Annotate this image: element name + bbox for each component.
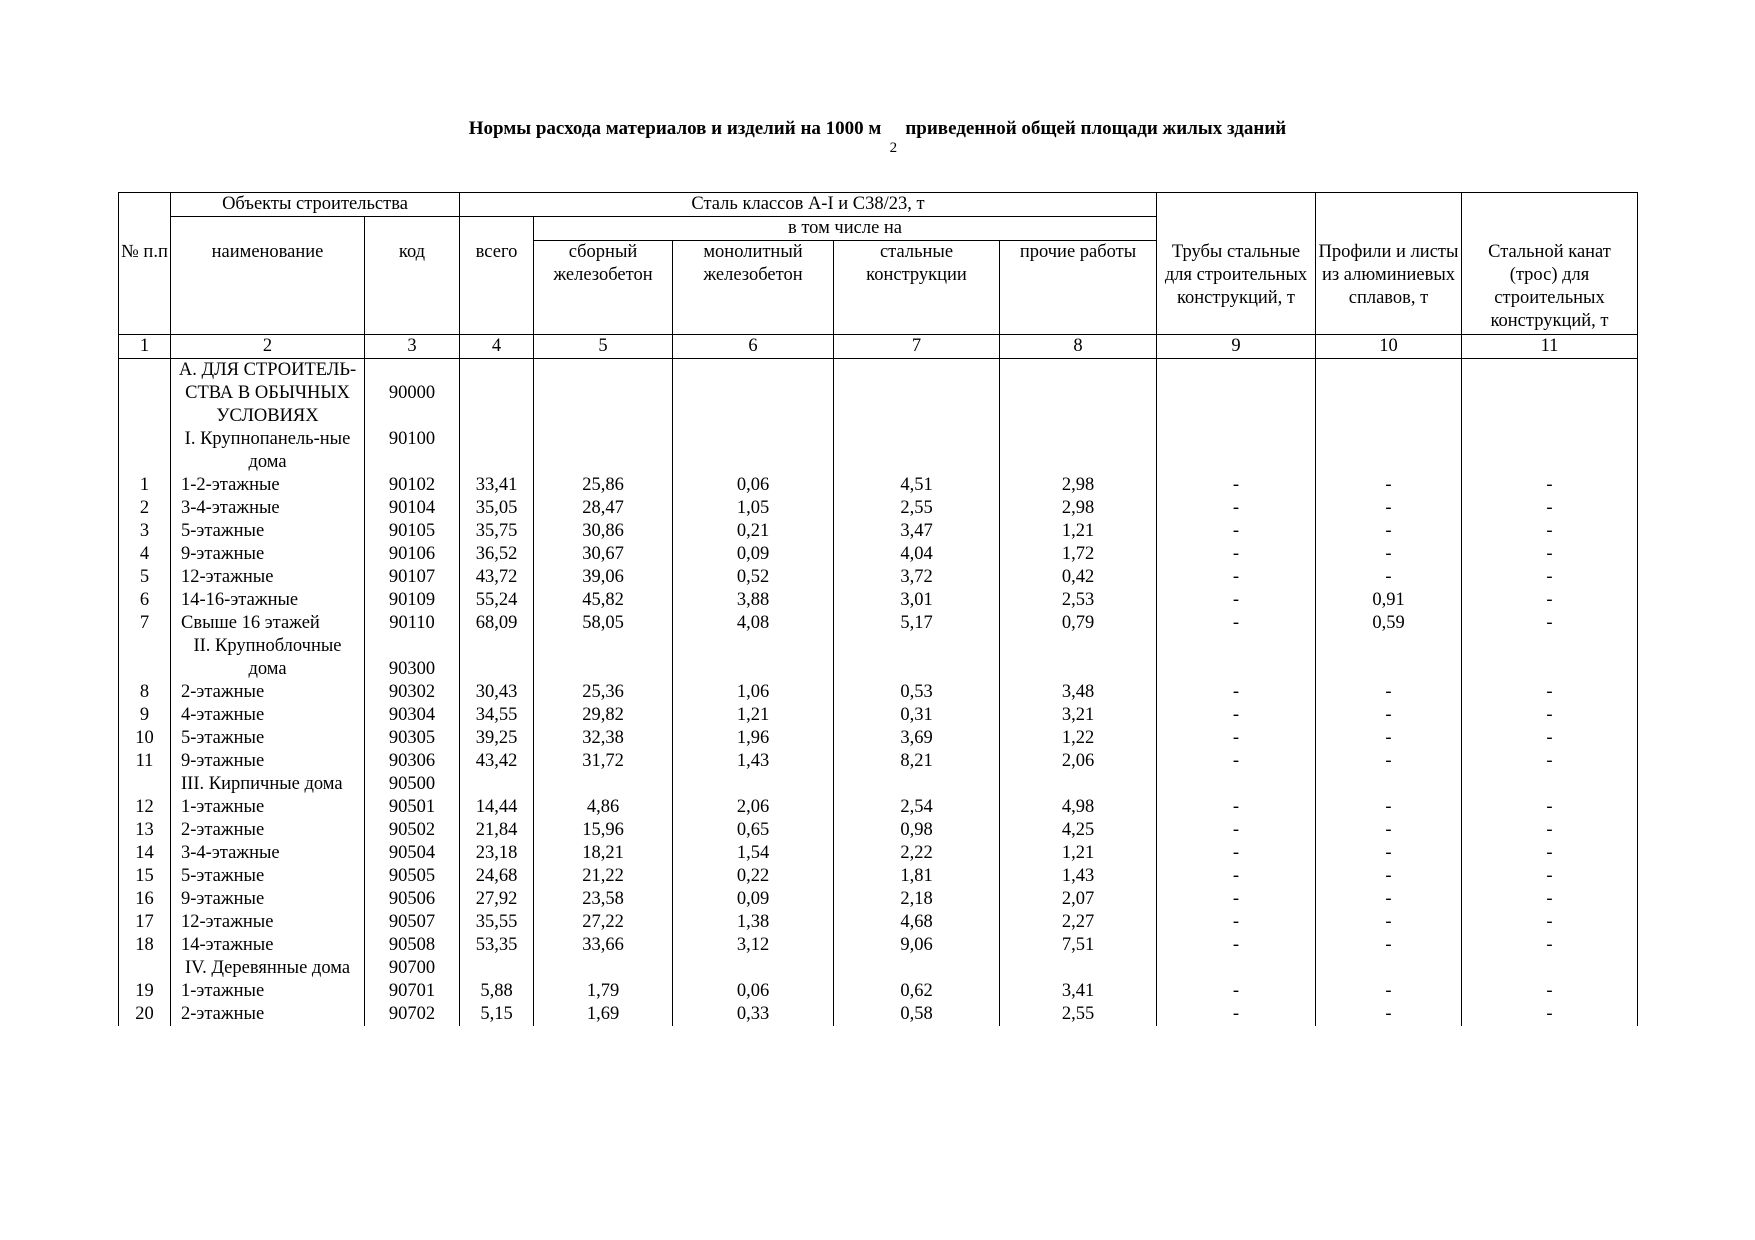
cell-rope: -: [1462, 888, 1638, 911]
column-number-9: 9: [1157, 335, 1316, 359]
cell-mono: 0,06: [673, 980, 834, 1003]
cell-total: 43,72: [460, 566, 534, 589]
cell-pipes: -: [1157, 727, 1316, 750]
cell-total: 5,88: [460, 980, 534, 1003]
cell-other: 1,43: [1000, 865, 1157, 888]
cell-mono: 0,09: [673, 888, 834, 911]
cell-steel: 2,54: [834, 796, 1000, 819]
table-row: [119, 796, 1638, 819]
cell-code: 90104: [365, 497, 460, 520]
cell-precast: 4,86: [534, 796, 673, 819]
cell-name: Свыше 16 этажей: [171, 612, 365, 635]
cell-precast: 1,79: [534, 980, 673, 1003]
cell-mono: 0,33: [673, 1003, 834, 1026]
section-a-code: 90000: [365, 359, 460, 429]
cell-precast: 29,82: [534, 704, 673, 727]
group-row: [119, 428, 1638, 474]
cell-total: 24,68: [460, 865, 534, 888]
cell-steel: 3,01: [834, 589, 1000, 612]
cell-other: 1,21: [1000, 842, 1157, 865]
header-including: в том числе на: [534, 217, 1157, 241]
cell-name: 12-этажные: [171, 911, 365, 934]
cell-code: 90306: [365, 750, 460, 773]
cell-code: 90304: [365, 704, 460, 727]
cell-code: 90305: [365, 727, 460, 750]
cell-rope: -: [1462, 796, 1638, 819]
column-number-10: 10: [1316, 335, 1462, 359]
cell-n: 16: [119, 888, 171, 911]
header-precast: сборный железобетон: [534, 241, 673, 335]
cell-rope: -: [1462, 865, 1638, 888]
cell-other: 2,27: [1000, 911, 1157, 934]
cell-precast: 18,21: [534, 842, 673, 865]
cell-profiles: -: [1316, 819, 1462, 842]
cell-rope: -: [1462, 589, 1638, 612]
header-rope-top: [1462, 193, 1638, 217]
cell-precast: 39,06: [534, 566, 673, 589]
cell-name: 5-этажные: [171, 520, 365, 543]
cell-steel: 3,47: [834, 520, 1000, 543]
norms-table: [118, 192, 1638, 1026]
header-monolithic: монолитный железобетон: [673, 241, 834, 335]
cell-steel: 4,51: [834, 474, 1000, 497]
cell-steel: 8,21: [834, 750, 1000, 773]
cell-steel: 4,04: [834, 543, 1000, 566]
cell-mono: 1,54: [673, 842, 834, 865]
group-code: 90500: [365, 773, 460, 796]
cell-code: 90702: [365, 1003, 460, 1026]
cell-other: 2,98: [1000, 497, 1157, 520]
cell-pipes: -: [1157, 934, 1316, 957]
cell-profiles: -: [1316, 980, 1462, 1003]
cell-total: 23,18: [460, 842, 534, 865]
cell-pipes: -: [1157, 1003, 1316, 1026]
cell-pipes: -: [1157, 681, 1316, 704]
cell-mono: 3,12: [673, 934, 834, 957]
cell-rope: -: [1462, 727, 1638, 750]
cell-rope: -: [1462, 704, 1638, 727]
cell-steel: 4,68: [834, 911, 1000, 934]
cell-n: 10: [119, 727, 171, 750]
header-num: № п.п: [119, 217, 171, 335]
section-a-name: А. ДЛЯ СТРОИТЕЛЬ-СТВА В ОБЫЧНЫХ УСЛОВИЯХ: [171, 359, 365, 429]
cell-mono: 1,21: [673, 704, 834, 727]
cell-precast: 23,58: [534, 888, 673, 911]
cell-total: 36,52: [460, 543, 534, 566]
cell-steel: 2,55: [834, 497, 1000, 520]
cell-n: 3: [119, 520, 171, 543]
cell-steel: 3,69: [834, 727, 1000, 750]
table-row: [119, 474, 1638, 497]
group-code: 90700: [365, 957, 460, 980]
cell-total: 14,44: [460, 796, 534, 819]
cell-total: 35,55: [460, 911, 534, 934]
table-row: [119, 842, 1638, 865]
cell-pipes: -: [1157, 911, 1316, 934]
cell-name: 9-этажные: [171, 543, 365, 566]
cell-precast: 30,67: [534, 543, 673, 566]
cell-code: 90507: [365, 911, 460, 934]
cell-rope: -: [1462, 612, 1638, 635]
cell-pipes: -: [1157, 474, 1316, 497]
column-number-row: [119, 335, 1638, 359]
cell-n: 6: [119, 589, 171, 612]
cell-other: 4,98: [1000, 796, 1157, 819]
cell-rope: -: [1462, 1003, 1638, 1026]
cell-mono: 0,21: [673, 520, 834, 543]
cell-code: 90501: [365, 796, 460, 819]
cell-rope: -: [1462, 520, 1638, 543]
header-name: наименование: [171, 217, 365, 335]
cell-mono: 1,96: [673, 727, 834, 750]
cell-other: 3,21: [1000, 704, 1157, 727]
cell-code: 90504: [365, 842, 460, 865]
cell-n: 5: [119, 566, 171, 589]
cell-pipes: -: [1157, 842, 1316, 865]
cell-n: 11: [119, 750, 171, 773]
section-a-row: [119, 359, 1638, 429]
cell-pipes: -: [1157, 543, 1316, 566]
cell-rope: -: [1462, 842, 1638, 865]
cell-mono: 1,43: [673, 750, 834, 773]
cell-code: 90506: [365, 888, 460, 911]
cell-steel: 0,98: [834, 819, 1000, 842]
table-row: [119, 911, 1638, 934]
cell-pipes: -: [1157, 566, 1316, 589]
table-row: [119, 727, 1638, 750]
cell-mono: 1,05: [673, 497, 834, 520]
cell-precast: 25,36: [534, 681, 673, 704]
cell-profiles: -: [1316, 888, 1462, 911]
cell-code: 90505: [365, 865, 460, 888]
cell-profiles: -: [1316, 681, 1462, 704]
header-total: всего: [460, 217, 534, 335]
cell-n: 17: [119, 911, 171, 934]
cell-mono: 0,09: [673, 543, 834, 566]
cell-rope: -: [1462, 934, 1638, 957]
cell-steel: 0,62: [834, 980, 1000, 1003]
cell-other: 2,06: [1000, 750, 1157, 773]
cell-other: 7,51: [1000, 934, 1157, 957]
cell-code: 90502: [365, 819, 460, 842]
table-row: [119, 980, 1638, 1003]
cell-pipes: -: [1157, 796, 1316, 819]
cell-profiles: -: [1316, 566, 1462, 589]
cell-n: 18: [119, 934, 171, 957]
group-code: 90100: [365, 428, 460, 474]
cell-name: 2-этажные: [171, 819, 365, 842]
cell-code: 90102: [365, 474, 460, 497]
cell-mono: 0,65: [673, 819, 834, 842]
table-row: [119, 865, 1638, 888]
cell-other: 2,98: [1000, 474, 1157, 497]
table-row: [119, 520, 1638, 543]
table-row: [119, 497, 1638, 520]
cell-precast: 58,05: [534, 612, 673, 635]
cell-precast: 27,22: [534, 911, 673, 934]
cell-name: 12-этажные: [171, 566, 365, 589]
header-other: прочие работы: [1000, 241, 1157, 335]
cell-mono: 3,88: [673, 589, 834, 612]
header-pipes-top: [1157, 193, 1316, 217]
cell-other: 1,22: [1000, 727, 1157, 750]
cell-code: 90701: [365, 980, 460, 1003]
cell-n: 14: [119, 842, 171, 865]
cell-pipes: -: [1157, 704, 1316, 727]
cell-precast: 21,22: [534, 865, 673, 888]
table-row: [119, 589, 1638, 612]
cell-code: 90508: [365, 934, 460, 957]
cell-rope: -: [1462, 543, 1638, 566]
cell-n: 12: [119, 796, 171, 819]
cell-total: 53,35: [460, 934, 534, 957]
cell-pipes: -: [1157, 865, 1316, 888]
table-row: [119, 750, 1638, 773]
cell-mono: 0,06: [673, 474, 834, 497]
cell-name: 5-этажные: [171, 865, 365, 888]
cell-steel: 1,81: [834, 865, 1000, 888]
column-number-4: 4: [460, 335, 534, 359]
table-row: [119, 1003, 1638, 1026]
cell-pipes: -: [1157, 819, 1316, 842]
header-num-top: [119, 193, 171, 217]
cell-name: 9-этажные: [171, 750, 365, 773]
cell-mono: 1,38: [673, 911, 834, 934]
title-superscript: 2: [889, 140, 898, 156]
cell-precast: 31,72: [534, 750, 673, 773]
cell-pipes: -: [1157, 497, 1316, 520]
page-title: [0, 118, 1755, 156]
cell-steel: 0,31: [834, 704, 1000, 727]
cell-profiles: -: [1316, 727, 1462, 750]
cell-other: 4,25: [1000, 819, 1157, 842]
cell-rope: -: [1462, 566, 1638, 589]
cell-precast: 28,47: [534, 497, 673, 520]
column-number-8: 8: [1000, 335, 1157, 359]
cell-mono: 0,52: [673, 566, 834, 589]
cell-precast: 25,86: [534, 474, 673, 497]
cell-pipes: -: [1157, 888, 1316, 911]
column-number-5: 5: [534, 335, 673, 359]
cell-rope: -: [1462, 750, 1638, 773]
cell-rope: -: [1462, 911, 1638, 934]
cell-total: 30,43: [460, 681, 534, 704]
cell-total: 35,05: [460, 497, 534, 520]
table-row: [119, 681, 1638, 704]
cell-total: 34,55: [460, 704, 534, 727]
cell-n: 2: [119, 497, 171, 520]
cell-code: 90107: [365, 566, 460, 589]
cell-total: 27,92: [460, 888, 534, 911]
cell-name: 14-этажные: [171, 934, 365, 957]
cell-total: 39,25: [460, 727, 534, 750]
cell-n: 8: [119, 681, 171, 704]
cell-other: 2,07: [1000, 888, 1157, 911]
cell-name: 1-этажные: [171, 796, 365, 819]
table-row: [119, 934, 1638, 957]
cell-n: 15: [119, 865, 171, 888]
table-row: [119, 704, 1638, 727]
cell-steel: 2,22: [834, 842, 1000, 865]
cell-steel: 0,53: [834, 681, 1000, 704]
cell-code: 90110: [365, 612, 460, 635]
cell-name: 4-этажные: [171, 704, 365, 727]
cell-pipes: -: [1157, 750, 1316, 773]
cell-profiles: -: [1316, 543, 1462, 566]
cell-profiles: 0,91: [1316, 589, 1462, 612]
column-number-2: 2: [171, 335, 365, 359]
column-number-6: 6: [673, 335, 834, 359]
cell-total: 43,42: [460, 750, 534, 773]
cell-pipes: -: [1157, 980, 1316, 1003]
cell-other: 0,79: [1000, 612, 1157, 635]
header-rope: Стальной канат (трос) для строительных конструкций, т: [1462, 217, 1638, 335]
column-number-1: 1: [119, 335, 171, 359]
cell-profiles: -: [1316, 842, 1462, 865]
cell-profiles: -: [1316, 796, 1462, 819]
cell-other: 1,72: [1000, 543, 1157, 566]
cell-total: 5,15: [460, 1003, 534, 1026]
cell-precast: 45,82: [534, 589, 673, 612]
cell-rope: -: [1462, 681, 1638, 704]
cell-profiles: -: [1316, 520, 1462, 543]
cell-rope: -: [1462, 497, 1638, 520]
table-row: [119, 819, 1638, 842]
cell-name: 14-16-этажные: [171, 589, 365, 612]
cell-n: 1: [119, 474, 171, 497]
group-name: IV. Деревянные дома: [171, 957, 365, 980]
header-objects: Объекты строительства: [171, 193, 460, 217]
cell-precast: 32,38: [534, 727, 673, 750]
cell-n: 9: [119, 704, 171, 727]
cell-other: 1,21: [1000, 520, 1157, 543]
group-name: I. Крупнопанель-ные дома: [171, 428, 365, 474]
cell-precast: 15,96: [534, 819, 673, 842]
cell-pipes: -: [1157, 520, 1316, 543]
cell-rope: -: [1462, 980, 1638, 1003]
cell-pipes: -: [1157, 612, 1316, 635]
cell-steel: 3,72: [834, 566, 1000, 589]
column-number-7: 7: [834, 335, 1000, 359]
cell-code: 90106: [365, 543, 460, 566]
cell-precast: 1,69: [534, 1003, 673, 1026]
cell-precast: 33,66: [534, 934, 673, 957]
cell-profiles: -: [1316, 474, 1462, 497]
cell-name: 3-4-этажные: [171, 842, 365, 865]
title-text: Нормы расхода материалов и изделий на 1000 м: [468, 118, 882, 139]
cell-profiles: -: [1316, 704, 1462, 727]
column-number-3: 3: [365, 335, 460, 359]
cell-rope: -: [1462, 819, 1638, 842]
cell-total: 68,09: [460, 612, 534, 635]
cell-mono: 4,08: [673, 612, 834, 635]
group-row: [119, 957, 1638, 980]
cell-name: 2-этажные: [171, 1003, 365, 1026]
cell-mono: 1,06: [673, 681, 834, 704]
cell-steel: 9,06: [834, 934, 1000, 957]
cell-other: 2,53: [1000, 589, 1157, 612]
cell-steel: 0,58: [834, 1003, 1000, 1026]
cell-total: 55,24: [460, 589, 534, 612]
table-row: [119, 566, 1638, 589]
cell-name: 9-этажные: [171, 888, 365, 911]
cell-rope: -: [1462, 474, 1638, 497]
group-name: III. Кирпичные дома: [171, 773, 365, 796]
cell-profiles: -: [1316, 750, 1462, 773]
cell-profiles: -: [1316, 1003, 1462, 1026]
header-steel: Сталь классов A-I и C38/23, т: [460, 193, 1157, 217]
group-name: II. Крупноблочные дома: [171, 635, 365, 681]
cell-profiles: -: [1316, 865, 1462, 888]
cell-profiles: -: [1316, 934, 1462, 957]
cell-mono: 0,22: [673, 865, 834, 888]
header-pipes: Трубы стальные для строительных конструкций, т: [1157, 217, 1316, 335]
cell-name: 1-этажные: [171, 980, 365, 1003]
cell-total: 35,75: [460, 520, 534, 543]
cell-total: 33,41: [460, 474, 534, 497]
header-code: код: [365, 217, 460, 335]
cell-name: 3-4-этажные: [171, 497, 365, 520]
cell-other: 3,41: [1000, 980, 1157, 1003]
group-row: [119, 635, 1638, 681]
header-profiles: Профили и листы из алюминиевых сплавов, т: [1316, 217, 1462, 335]
cell-name: 2-этажные: [171, 681, 365, 704]
table-row: [119, 612, 1638, 635]
cell-n: 4: [119, 543, 171, 566]
cell-other: 3,48: [1000, 681, 1157, 704]
cell-profiles: -: [1316, 497, 1462, 520]
cell-n: 19: [119, 980, 171, 1003]
cell-n: 7: [119, 612, 171, 635]
header-profiles-top: [1316, 193, 1462, 217]
column-number-11: 11: [1462, 335, 1638, 359]
cell-code: 90109: [365, 589, 460, 612]
cell-name: 5-этажные: [171, 727, 365, 750]
cell-code: 90105: [365, 520, 460, 543]
cell-total: 21,84: [460, 819, 534, 842]
cell-name: 1-2-этажные: [171, 474, 365, 497]
table-row: [119, 888, 1638, 911]
cell-code: 90302: [365, 681, 460, 704]
cell-other: 0,42: [1000, 566, 1157, 589]
header-steel-struct: стальные конструкции: [834, 241, 1000, 335]
cell-n: 13: [119, 819, 171, 842]
group-code: 90300: [365, 635, 460, 681]
cell-pipes: -: [1157, 589, 1316, 612]
table-row: [119, 543, 1638, 566]
cell-steel: 2,18: [834, 888, 1000, 911]
cell-mono: 2,06: [673, 796, 834, 819]
cell-profiles: -: [1316, 911, 1462, 934]
group-row: [119, 773, 1638, 796]
cell-precast: 30,86: [534, 520, 673, 543]
title-text-after: приведенной общей площади жилых зданий: [905, 118, 1287, 139]
cell-profiles: 0,59: [1316, 612, 1462, 635]
cell-n: 20: [119, 1003, 171, 1026]
cell-other: 2,55: [1000, 1003, 1157, 1026]
cell-steel: 5,17: [834, 612, 1000, 635]
